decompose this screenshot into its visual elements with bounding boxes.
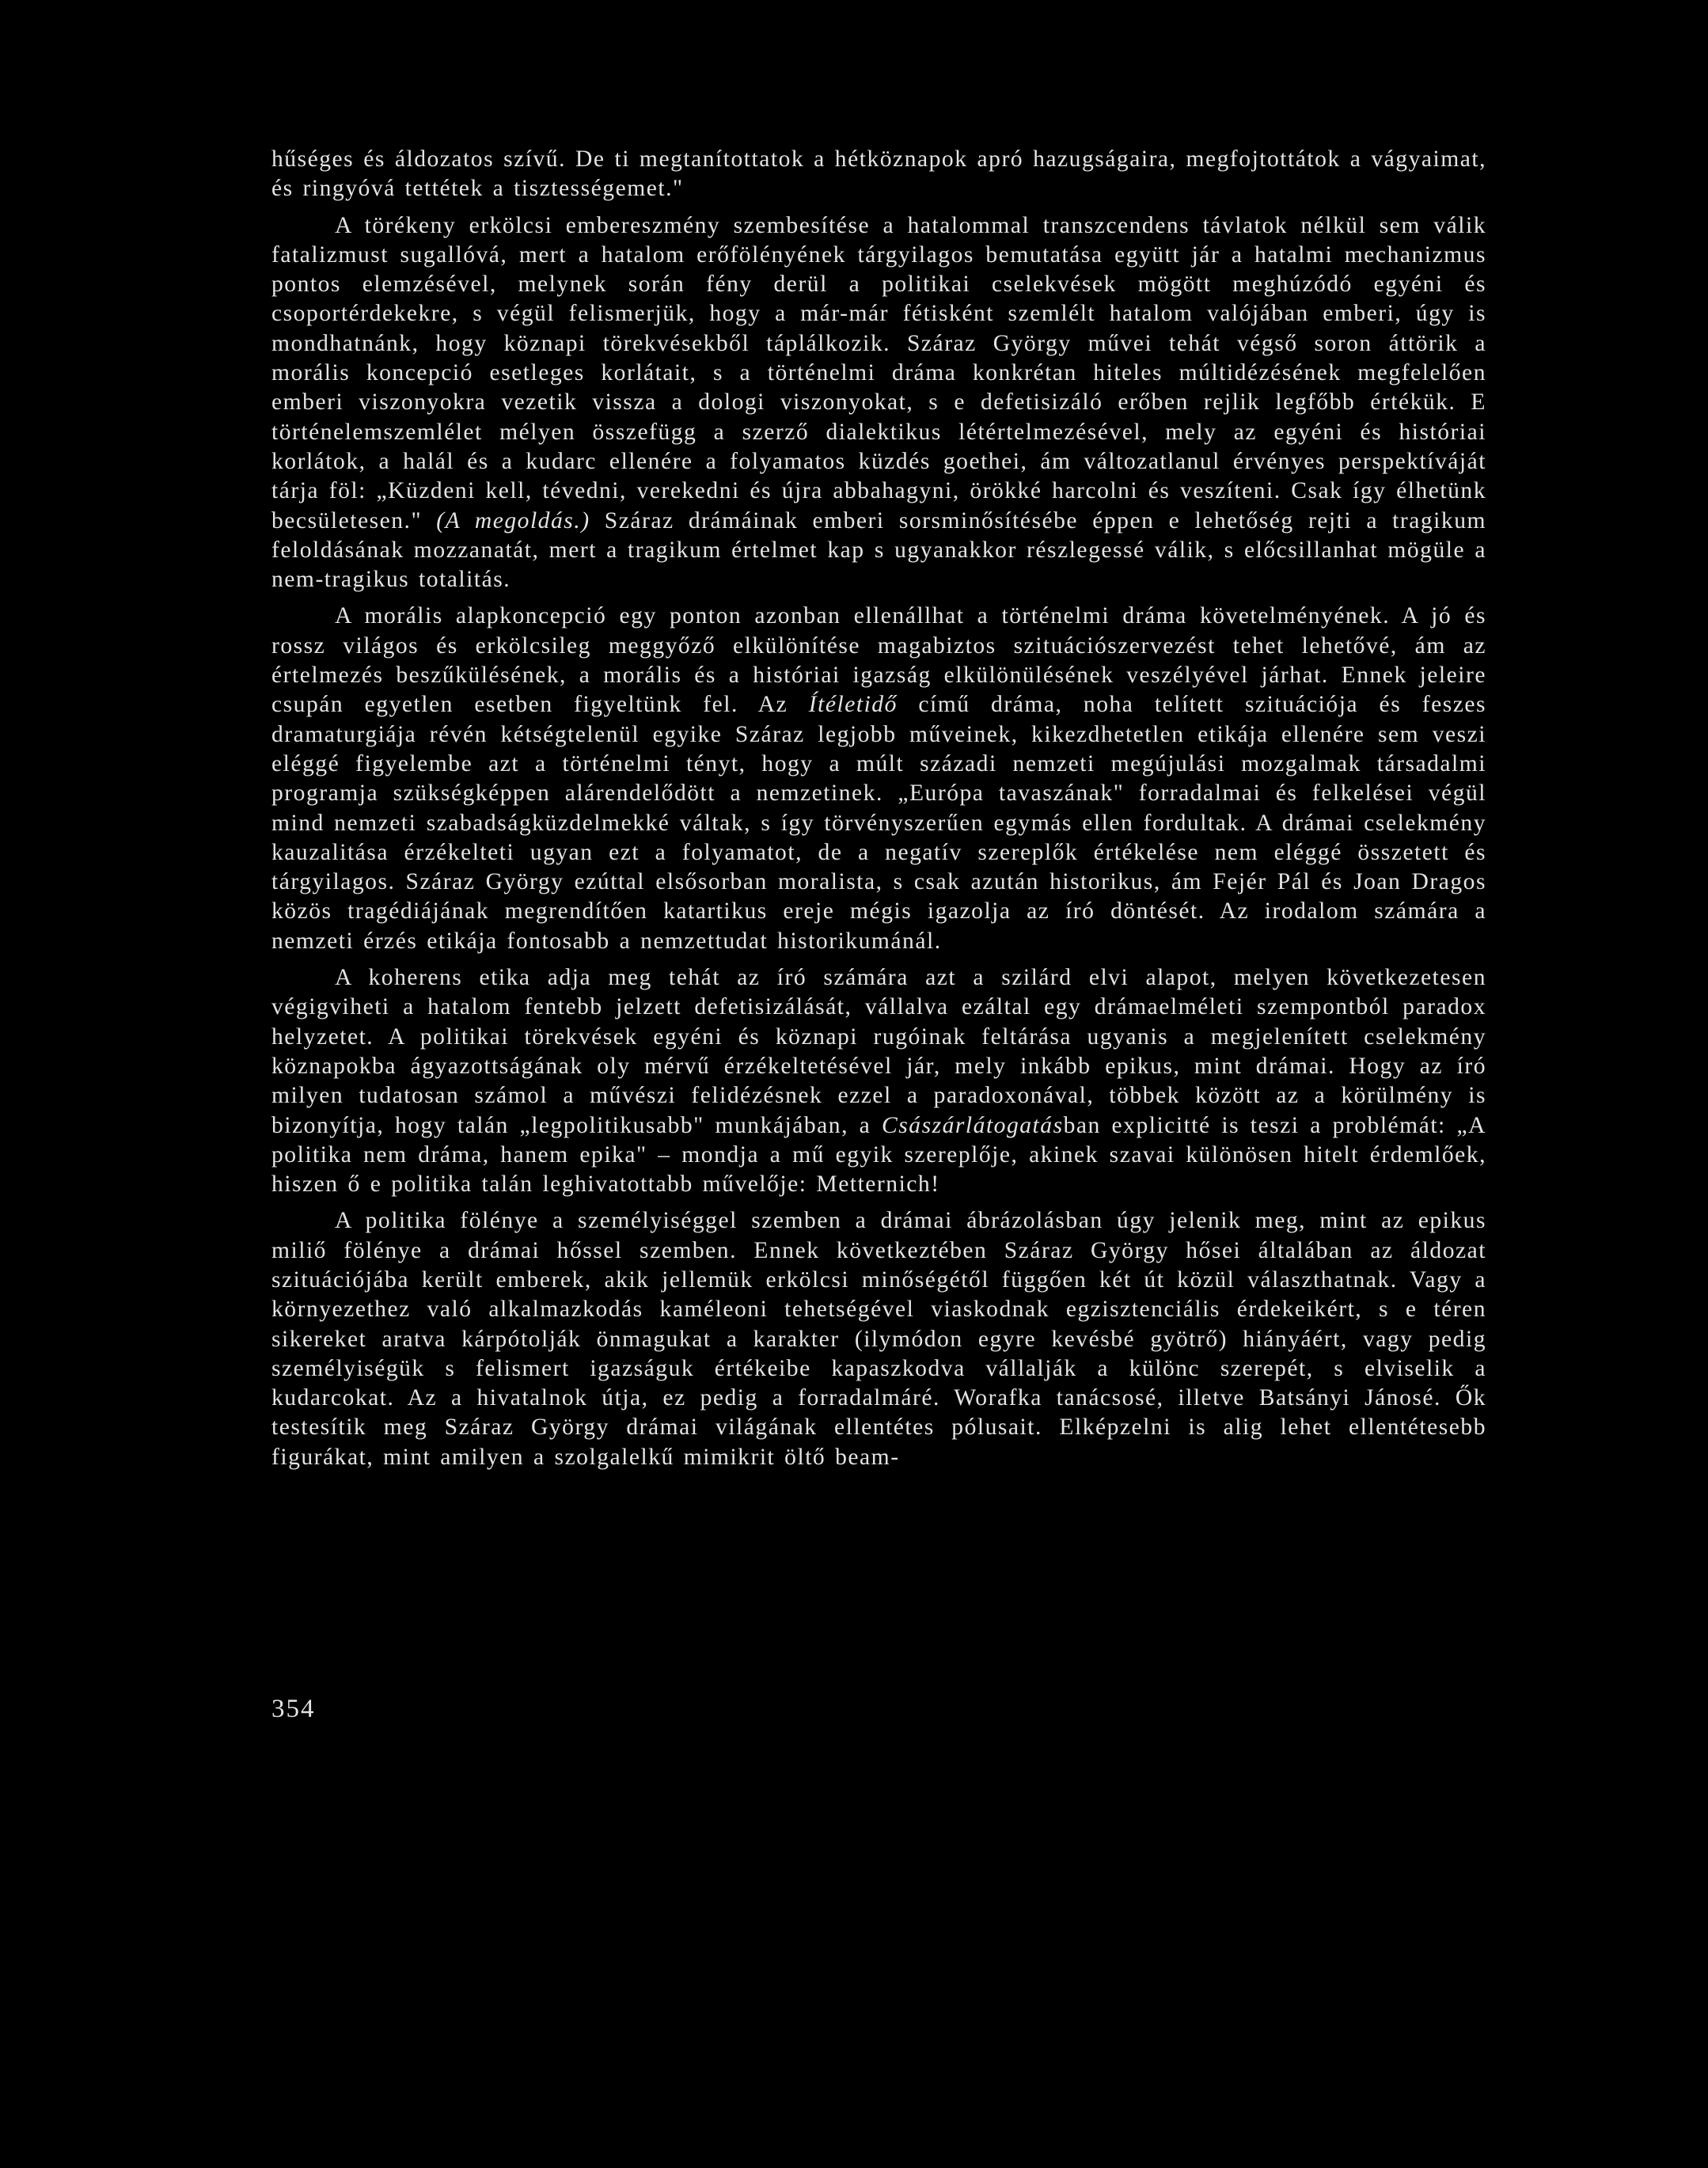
italic-title: Császárlátogatás xyxy=(882,1112,1064,1138)
paragraph-text: hűséges és áldozatos szívű. De ti megtanítottatok a hétköznapok apró hazugságaira, megfojtottátok a vágyaimat, és ringyóvá tettétek a tisztességemet." xyxy=(271,146,1486,202)
paragraph-text: A törékeny erkölcsi emberеszmény szembesítése a hatalommal transzcendens távlatok nélkül sem válik fatalizmust sugallóvá, mert a hatalom erőfölényének tárgyilagos bemutatása együtt jár a hatalmi mechanizmus pontos elemzésével, melynek során fény derül a politikai cselekvések mögött meghúzódó egyéni és csoportérdekekre, s végül felismerjük, hogy a már-már fétisként szemlélt hatalom valójában emberi, úgy is mondhatnánk, hogy köznapi törekvésekből táplálkozik. Száraz György művei tehát végső soron áttörik a morális koncepció esetleges korlátait, s a történelmi dráma konkrétan hiteles múltidézésének megfelelően emberi viszonyokra vezetik vissza a dologi viszonyokat, s e defetisizáló erőben rejlik legfőbb értékük. E történelemszemlélet mélyen összefügg a szerző dialektikus létértelmezésével, mely az egyéni és históriai korlátok, a halál és a kudarc ellenére a folyamatos küzdés goethei, ám változatlanul érvényes perspektíváját tárja föl: „Küzdeni kell, tévedni, verekedni és újra abbahagyni, örökké harcolni és veszíteni. Csak így élhetünk becsületesen." xyxy=(271,212,1486,533)
italic-title: Ítéletidő xyxy=(808,692,898,718)
paragraph-text: A morális alapkoncepció egy ponton azonban ellenállhat a történelmi dráma követelményének. A jó és rossz világos és erkölcsileg meggyőző elkülönítése magabiztos szituációszervezést tehet lehetővé, ám az értelmezés beszűkülésének, a morális és a históriai igazság elkülönülésének veszélyével járhat. Ennek jeleire csupán egyetlen esetben figyeltünk fel. Az xyxy=(271,603,1486,718)
page-body xyxy=(271,145,1486,1472)
paragraph-3 xyxy=(271,963,1486,1199)
paragraph-text: ban explicitté is teszi a problémát: „A politika nem dráma, hanem epika" – mondja a mű egyik szereplője, akinek szavai különösen hitelt érdemlőek, hiszen ő e politika talán leghivatottabb művelője: Metternich! xyxy=(271,1112,1486,1198)
page-number: 354 xyxy=(271,1695,316,1723)
paragraph-text: című dráma, noha telített szituációja és feszes dramaturgiája révén kétségtelenül egyike Száraz legjobb műveinek, kikezdhetetlen etikája ellenére sem veszi eléggé figyelembe azt a történelmi tényt, hogy a múlt századi nemzeti megújulási mozgalmak társadalmi programja szükségképpen alárendelődött a nemzetinek. „Európa tavaszának" forradalmai és felkelései végül mind nemzeti szabadságküzdelmekké váltak, s így törvényszerűen egymás ellen fordultak. A drámai cselekmény kauzalitása érzékelteti ugyan ezt a folyamatot, de a negatív szereplők értékelése nem eléggé összetett és tárgyilagos. Száraz György ezúttal elsősorban moralista, s csak azután historikus, ám Fejér Pál és Joan Dragos közös tragédiájának megrendítően katartikus ereje mégis igazolja az író döntését. Az irodalom számára a nemzeti érzés etikája fontosabb a nemzettudat historikumánál. xyxy=(271,692,1487,954)
italic-title: (A megoldás.) xyxy=(436,507,590,533)
paragraph-0 xyxy=(271,145,1486,204)
paragraph-2 xyxy=(271,602,1486,956)
paragraph-text: A koherens etika adja meg tehát az író számára azt a szilárd elvi alapot, melyen következetesen végigviheti a hatalom fentebb jelzett defetisizálását, vállalva ezáltal egy drámaelméleti szempontból paradox helyzetet. A politikai törekvések egyéni és köznapi rugóinak feltárása ugyanis a megjelenített cselekmény köznapokba ágyazottságának oly mérvű érzékeltetésével jár, mely inkább epikus, mint drámai. Hogy az író milyen tudatosan számol a művészi felidézésnek ezzel a paradoxonával, többek között az a körülmény is bizonyítja, hogy talán „legpolitikusabb" munkájában, a xyxy=(271,965,1486,1138)
paragraph-text: A politika fölénye a személyiséggel szemben a drámai ábrázolásban úgy jelenik meg, mint az epikus miliő fölénye a drámai hőssel szemben. Ennek következtében Száraz György hősei általában az áldozat szituációjába került emberek, akik jellemük erkölcsi minőségétől függően két út közül választhatnak. Vagy a környezethez való alkalmazkodás kaméleoni tehetségével viaskodnak egzisztenciális érdekeikért, s e téren sikereket aratva kárpótolják önmagukat a karakter (ilymódon egyre kevésbé gyötrő) hiányáért, vagy pedig személyiségük s felismert igazságuk értékeibe kapaszkodva vállalják a különc szerepét, s elviselik a kudarcokat. Az a hivatalnok útja, ez pedig a forradalmáré. Worafka tanácsosé, illetve Batsányi Jánosé. Ők testesítik meg Száraz György drámai világának ellentétes pólusait. Elképzelni is alig lehet ellentétesebb figurákat, mint amilyen a szolgalelkű mimikrit öltő beam- xyxy=(271,1208,1486,1470)
paragraph-4 xyxy=(271,1206,1486,1472)
paragraph-1 xyxy=(271,211,1486,595)
paragraph-text: Száraz drámáinak emberi sorsminősítésébe éppen e lehetőség rejti a tragikum feloldásának mozzanatát, mert a tragikum értelmet kap s ugyanakkor részlegessé válik, s előcsillanhat mögüle a nem-tragikus totalitás. xyxy=(271,507,1487,593)
